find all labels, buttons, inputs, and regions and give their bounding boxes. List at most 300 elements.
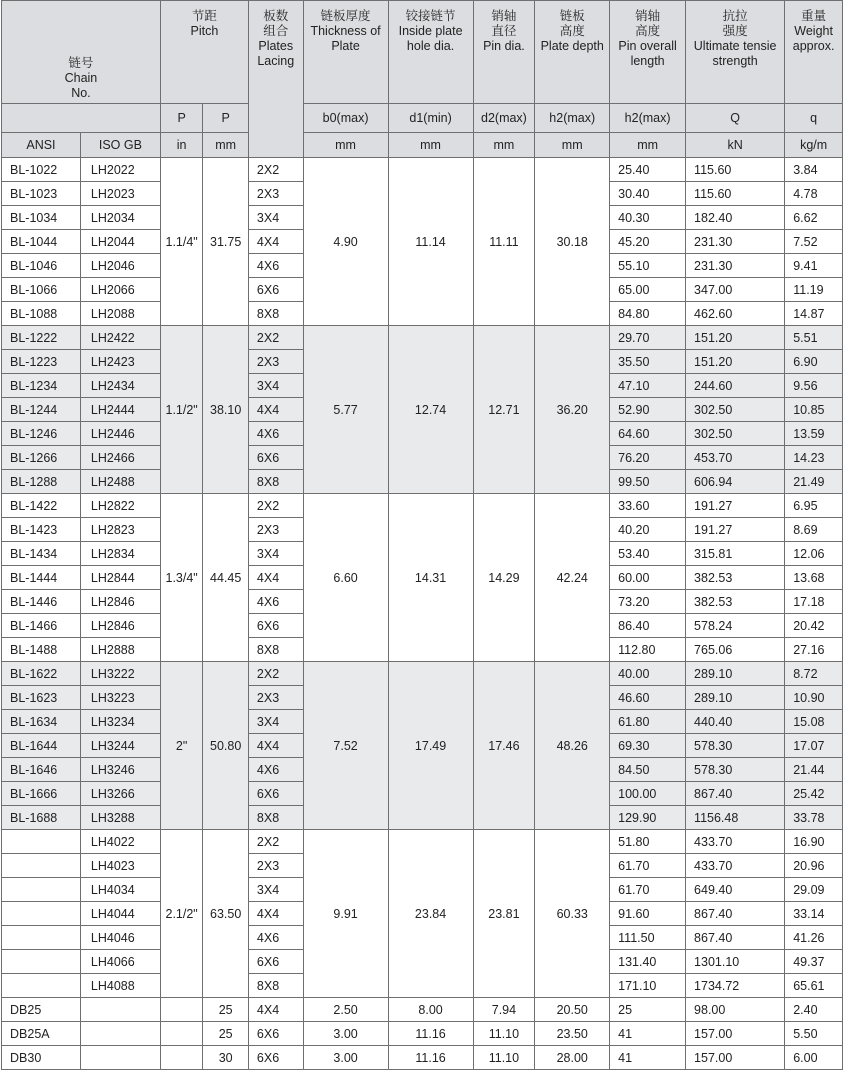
- lacing-cell: 4X4: [248, 998, 303, 1022]
- weight-cell: 6.62: [785, 206, 843, 230]
- ansi-cell: DB25A: [2, 1022, 81, 1046]
- lacing-cell: 6X6: [248, 950, 303, 974]
- inside-hole-cell: 11.16: [388, 1022, 473, 1046]
- lacing-cell: 4X4: [248, 902, 303, 926]
- tensile-cell: 191.27: [686, 518, 785, 542]
- weight-cell: 14.87: [785, 302, 843, 326]
- iso-gb-cell: LH2044: [80, 230, 160, 254]
- tensile-cell: 578.30: [686, 758, 785, 782]
- iso-gb-cell: LH2846: [80, 614, 160, 638]
- tensile-cell: 157.00: [686, 1046, 785, 1070]
- pin-length-cell: 84.80: [610, 302, 686, 326]
- weight-cell: 17.18: [785, 590, 843, 614]
- table-body: [2, 158, 843, 1070]
- weight-cell: 20.42: [785, 614, 843, 638]
- header-plate-depth: 链板 高度 Plate depth: [535, 1, 610, 104]
- lacing-cell: 6X6: [248, 1046, 303, 1070]
- weight-cell: 7.52: [785, 230, 843, 254]
- weight-cell: 3.84: [785, 158, 843, 182]
- header-unit: mm: [388, 133, 473, 158]
- pitch-mm-cell: 25: [203, 998, 249, 1022]
- tensile-cell: 433.70: [686, 854, 785, 878]
- lacing-cell: 3X4: [248, 878, 303, 902]
- ansi-cell: BL-1434: [2, 542, 81, 566]
- ansi-cell: BL-1446: [2, 590, 81, 614]
- tensile-cell: 289.10: [686, 686, 785, 710]
- ansi-cell: [2, 950, 81, 974]
- iso-gb-cell: LH2423: [80, 350, 160, 374]
- weight-cell: 16.90: [785, 830, 843, 854]
- weight-cell: 21.49: [785, 470, 843, 494]
- pitch-in-cell: 1.1/4": [160, 158, 203, 326]
- iso-gb-cell: LH2844: [80, 566, 160, 590]
- weight-cell: 10.90: [785, 686, 843, 710]
- weight-cell: 11.19: [785, 278, 843, 302]
- pin-length-cell: 51.80: [610, 830, 686, 854]
- lacing-cell: 6X6: [248, 614, 303, 638]
- tensile-cell: 606.94: [686, 470, 785, 494]
- lacing-cell: 8X8: [248, 974, 303, 998]
- ansi-cell: BL-1666: [2, 782, 81, 806]
- weight-cell: 13.68: [785, 566, 843, 590]
- tensile-cell: 231.30: [686, 254, 785, 278]
- thickness-cell: 3.00: [303, 1022, 388, 1046]
- pin-length-cell: 61.80: [610, 710, 686, 734]
- iso-gb-cell: LH2066: [80, 278, 160, 302]
- inside-hole-cell: 12.74: [388, 326, 473, 494]
- lacing-cell: 3X4: [248, 374, 303, 398]
- header-unit: mm: [473, 133, 535, 158]
- ansi-cell: [2, 974, 81, 998]
- pin-length-cell: 111.50: [610, 926, 686, 950]
- iso-gb-cell: LH2046: [80, 254, 160, 278]
- weight-cell: 33.78: [785, 806, 843, 830]
- thickness-cell: 3.00: [303, 1046, 388, 1070]
- iso-gb-cell: LH3222: [80, 662, 160, 686]
- pitch-in-cell: 1.1/2": [160, 326, 203, 494]
- iso-gb-cell: [80, 1022, 160, 1046]
- thickness-cell: 9.91: [303, 830, 388, 998]
- lacing-cell: 4X6: [248, 590, 303, 614]
- iso-gb-cell: LH2434: [80, 374, 160, 398]
- lacing-cell: 4X4: [248, 230, 303, 254]
- iso-gb-cell: LH4044: [80, 902, 160, 926]
- inside-hole-cell: 11.14: [388, 158, 473, 326]
- lacing-cell: 4X4: [248, 566, 303, 590]
- weight-cell: 25.42: [785, 782, 843, 806]
- weight-cell: 5.51: [785, 326, 843, 350]
- weight-cell: 12.06: [785, 542, 843, 566]
- lacing-cell: 8X8: [248, 638, 303, 662]
- pin-length-cell: 60.00: [610, 566, 686, 590]
- ansi-cell: DB30: [2, 1046, 81, 1070]
- plate-depth-cell: 23.50: [535, 1022, 610, 1046]
- ansi-cell: DB25: [2, 998, 81, 1022]
- tensile-cell: 453.70: [686, 446, 785, 470]
- pin-dia-cell: 11.10: [473, 1046, 535, 1070]
- tensile-cell: 302.50: [686, 398, 785, 422]
- plate-depth-cell: 60.33: [535, 830, 610, 998]
- iso-gb-cell: LH2088: [80, 302, 160, 326]
- iso-gb-cell: LH2022: [80, 158, 160, 182]
- header-unit: kg/m: [785, 133, 843, 158]
- ansi-cell: BL-1646: [2, 758, 81, 782]
- pin-length-cell: 41: [610, 1022, 686, 1046]
- ansi-cell: BL-1623: [2, 686, 81, 710]
- ansi-cell: BL-1088: [2, 302, 81, 326]
- pin-length-cell: 33.60: [610, 494, 686, 518]
- header-symbol: P: [160, 104, 203, 133]
- ansi-cell: BL-1223: [2, 350, 81, 374]
- pin-length-cell: 91.60: [610, 902, 686, 926]
- ansi-cell: BL-1046: [2, 254, 81, 278]
- tensile-cell: 440.40: [686, 710, 785, 734]
- weight-cell: 9.56: [785, 374, 843, 398]
- pin-length-cell: 40.20: [610, 518, 686, 542]
- lacing-cell: 2X2: [248, 662, 303, 686]
- pin-length-cell: 29.70: [610, 326, 686, 350]
- weight-cell: 65.61: [785, 974, 843, 998]
- plate-depth-cell: 42.24: [535, 494, 610, 662]
- lacing-cell: 2X2: [248, 830, 303, 854]
- ansi-cell: BL-1246: [2, 422, 81, 446]
- iso-gb-cell: LH4046: [80, 926, 160, 950]
- lacing-cell: 2X2: [248, 494, 303, 518]
- lacing-cell: 4X4: [248, 398, 303, 422]
- iso-gb-cell: [80, 1046, 160, 1070]
- header-pin-length: 销轴 高度 Pin overall length: [610, 1, 686, 104]
- pin-dia-cell: 12.71: [473, 326, 535, 494]
- iso-gb-cell: LH3244: [80, 734, 160, 758]
- ansi-cell: BL-1488: [2, 638, 81, 662]
- iso-gb-cell: LH4034: [80, 878, 160, 902]
- ansi-cell: BL-1023: [2, 182, 81, 206]
- header-symbol: P: [203, 104, 249, 133]
- header-symbol: h2(max): [535, 104, 610, 133]
- tensile-cell: 244.60: [686, 374, 785, 398]
- spec-table: [1, 0, 843, 1070]
- ansi-cell: [2, 878, 81, 902]
- header-symbol: q: [785, 104, 843, 133]
- table-row: [2, 326, 843, 350]
- lacing-cell: 2X3: [248, 182, 303, 206]
- table-row: [2, 998, 843, 1022]
- thickness-cell: 7.52: [303, 662, 388, 830]
- table-row: [2, 1022, 843, 1046]
- weight-cell: 6.00: [785, 1046, 843, 1070]
- pin-length-cell: 61.70: [610, 878, 686, 902]
- tensile-cell: 115.60: [686, 158, 785, 182]
- tensile-cell: 151.20: [686, 350, 785, 374]
- header-symbol: h2(max): [610, 104, 686, 133]
- pin-length-cell: 64.60: [610, 422, 686, 446]
- tensile-cell: 578.24: [686, 614, 785, 638]
- table-row: [2, 662, 843, 686]
- header-unit: mm: [535, 133, 610, 158]
- iso-gb-cell: LH2034: [80, 206, 160, 230]
- header-unit: mm: [203, 133, 249, 158]
- pin-length-cell: 55.10: [610, 254, 686, 278]
- pin-dia-cell: 23.81: [473, 830, 535, 998]
- iso-gb-cell: LH2846: [80, 590, 160, 614]
- tensile-cell: 649.40: [686, 878, 785, 902]
- table-header: [2, 1, 843, 158]
- weight-cell: 15.08: [785, 710, 843, 734]
- pin-length-cell: 40.30: [610, 206, 686, 230]
- pin-length-cell: 46.60: [610, 686, 686, 710]
- weight-cell: 8.69: [785, 518, 843, 542]
- ansi-cell: BL-1288: [2, 470, 81, 494]
- weight-cell: 6.95: [785, 494, 843, 518]
- lacing-cell: 2X3: [248, 854, 303, 878]
- weight-cell: 29.09: [785, 878, 843, 902]
- iso-gb-cell: LH2446: [80, 422, 160, 446]
- pin-length-cell: 45.20: [610, 230, 686, 254]
- pitch-in-cell: 2.1/2": [160, 830, 203, 998]
- inside-hole-cell: 17.49: [388, 662, 473, 830]
- pin-length-cell: 76.20: [610, 446, 686, 470]
- ansi-cell: BL-1022: [2, 158, 81, 182]
- tensile-cell: 231.30: [686, 230, 785, 254]
- ansi-cell: BL-1222: [2, 326, 81, 350]
- pin-length-cell: 47.10: [610, 374, 686, 398]
- header-symbol: Q: [686, 104, 785, 133]
- header-chain-no: 链号 Chain No.: [2, 1, 161, 104]
- iso-gb-cell: LH4022: [80, 830, 160, 854]
- pitch-mm-cell: 30: [203, 1046, 249, 1070]
- pin-dia-cell: 11.10: [473, 1022, 535, 1046]
- pitch-in-cell: [160, 998, 203, 1022]
- lacing-cell: 2X2: [248, 326, 303, 350]
- lacing-cell: 8X8: [248, 470, 303, 494]
- ansi-cell: [2, 854, 81, 878]
- tensile-cell: 302.50: [686, 422, 785, 446]
- iso-gb-cell: [80, 998, 160, 1022]
- lacing-cell: 2X3: [248, 350, 303, 374]
- ansi-cell: BL-1034: [2, 206, 81, 230]
- pitch-mm-cell: 25: [203, 1022, 249, 1046]
- tensile-cell: 182.40: [686, 206, 785, 230]
- pitch-in-cell: 1.3/4": [160, 494, 203, 662]
- lacing-cell: 4X6: [248, 254, 303, 278]
- lacing-cell: 2X3: [248, 686, 303, 710]
- ansi-cell: BL-1066: [2, 278, 81, 302]
- pin-length-cell: 61.70: [610, 854, 686, 878]
- iso-gb-cell: LH3223: [80, 686, 160, 710]
- thickness-cell: 4.90: [303, 158, 388, 326]
- tensile-cell: 867.40: [686, 902, 785, 926]
- iso-gb-cell: LH2466: [80, 446, 160, 470]
- table-row: [2, 158, 843, 182]
- header-inside-hole: 铰接链节 Inside plate hole dia.: [388, 1, 473, 104]
- tensile-cell: 157.00: [686, 1022, 785, 1046]
- tensile-cell: 1156.48: [686, 806, 785, 830]
- pin-dia-cell: 14.29: [473, 494, 535, 662]
- pitch-mm-cell: 50.80: [203, 662, 249, 830]
- pin-length-cell: 131.40: [610, 950, 686, 974]
- pin-length-cell: 129.90: [610, 806, 686, 830]
- pitch-mm-cell: 63.50: [203, 830, 249, 998]
- weight-cell: 14.23: [785, 446, 843, 470]
- pin-length-cell: 35.50: [610, 350, 686, 374]
- lacing-cell: 4X6: [248, 422, 303, 446]
- iso-gb-cell: LH2888: [80, 638, 160, 662]
- tensile-cell: 191.27: [686, 494, 785, 518]
- table-row: [2, 830, 843, 854]
- header-unit: mm: [303, 133, 388, 158]
- ansi-cell: BL-1444: [2, 566, 81, 590]
- header-symbol-blank: [2, 104, 161, 133]
- header-unit: ISO GB: [80, 133, 160, 158]
- ansi-cell: [2, 926, 81, 950]
- iso-gb-cell: LH2444: [80, 398, 160, 422]
- ansi-cell: BL-1244: [2, 398, 81, 422]
- ansi-cell: [2, 830, 81, 854]
- iso-gb-cell: LH2834: [80, 542, 160, 566]
- thickness-cell: 5.77: [303, 326, 388, 494]
- pin-length-cell: 25.40: [610, 158, 686, 182]
- weight-cell: 49.37: [785, 950, 843, 974]
- pin-length-cell: 41: [610, 1046, 686, 1070]
- tensile-cell: 315.81: [686, 542, 785, 566]
- plate-depth-cell: 30.18: [535, 158, 610, 326]
- pin-length-cell: 30.40: [610, 182, 686, 206]
- lacing-cell: 6X6: [248, 446, 303, 470]
- tensile-cell: 462.60: [686, 302, 785, 326]
- tensile-cell: 578.30: [686, 734, 785, 758]
- pin-length-cell: 53.40: [610, 542, 686, 566]
- table-row: [2, 494, 843, 518]
- tensile-cell: 115.60: [686, 182, 785, 206]
- header-pitch: 节距 Pitch: [160, 1, 248, 104]
- header-pin-dia: 销轴 直径 Pin dia.: [473, 1, 535, 104]
- inside-hole-cell: 11.16: [388, 1046, 473, 1070]
- lacing-cell: 6X6: [248, 782, 303, 806]
- weight-cell: 5.50: [785, 1022, 843, 1046]
- iso-gb-cell: LH3246: [80, 758, 160, 782]
- weight-cell: 17.07: [785, 734, 843, 758]
- weight-cell: 21.44: [785, 758, 843, 782]
- ansi-cell: BL-1234: [2, 374, 81, 398]
- header-weight: 重量 Weight approx.: [785, 1, 843, 104]
- pin-length-cell: 65.00: [610, 278, 686, 302]
- iso-gb-cell: LH3288: [80, 806, 160, 830]
- plate-depth-cell: 28.00: [535, 1046, 610, 1070]
- ansi-cell: BL-1423: [2, 518, 81, 542]
- weight-cell: 4.78: [785, 182, 843, 206]
- tensile-cell: 151.20: [686, 326, 785, 350]
- iso-gb-cell: LH2823: [80, 518, 160, 542]
- tensile-cell: 347.00: [686, 278, 785, 302]
- lacing-cell: 2X3: [248, 518, 303, 542]
- weight-cell: 9.41: [785, 254, 843, 278]
- lacing-cell: 2X2: [248, 158, 303, 182]
- tensile-cell: 867.40: [686, 782, 785, 806]
- pitch-mm-cell: 44.45: [203, 494, 249, 662]
- header-symbol: b0(max): [303, 104, 388, 133]
- pin-length-cell: 99.50: [610, 470, 686, 494]
- ansi-cell: BL-1466: [2, 614, 81, 638]
- header-unit: in: [160, 133, 203, 158]
- iso-gb-cell: LH2023: [80, 182, 160, 206]
- weight-cell: 6.90: [785, 350, 843, 374]
- tensile-cell: 1734.72: [686, 974, 785, 998]
- pin-length-cell: 100.00: [610, 782, 686, 806]
- pin-length-cell: 69.30: [610, 734, 686, 758]
- ansi-cell: BL-1044: [2, 230, 81, 254]
- iso-gb-cell: LH2822: [80, 494, 160, 518]
- header-unit: ANSI: [2, 133, 81, 158]
- iso-gb-cell: LH3234: [80, 710, 160, 734]
- weight-cell: 10.85: [785, 398, 843, 422]
- pitch-in-cell: [160, 1022, 203, 1046]
- pin-length-cell: 112.80: [610, 638, 686, 662]
- header-lacing: 板数 组合 Plates Lacing: [248, 1, 303, 158]
- ansi-cell: BL-1266: [2, 446, 81, 470]
- inside-hole-cell: 14.31: [388, 494, 473, 662]
- lacing-cell: 8X8: [248, 806, 303, 830]
- header-tensile: 抗拉 强度 Ultimate tensie strength: [686, 1, 785, 104]
- lacing-cell: 3X4: [248, 710, 303, 734]
- plate-depth-cell: 36.20: [535, 326, 610, 494]
- pitch-in-cell: [160, 1046, 203, 1070]
- ansi-cell: [2, 902, 81, 926]
- tensile-cell: 289.10: [686, 662, 785, 686]
- ansi-cell: BL-1688: [2, 806, 81, 830]
- weight-cell: 13.59: [785, 422, 843, 446]
- lacing-cell: 3X4: [248, 206, 303, 230]
- ansi-cell: BL-1622: [2, 662, 81, 686]
- header-unit: mm: [610, 133, 686, 158]
- lacing-cell: 4X4: [248, 734, 303, 758]
- lacing-cell: 3X4: [248, 542, 303, 566]
- pitch-mm-cell: 38.10: [203, 326, 249, 494]
- pin-length-cell: 52.90: [610, 398, 686, 422]
- thickness-cell: 2.50: [303, 998, 388, 1022]
- header-symbol: d2(max): [473, 104, 535, 133]
- tensile-cell: 382.53: [686, 590, 785, 614]
- weight-cell: 20.96: [785, 854, 843, 878]
- pin-length-cell: 86.40: [610, 614, 686, 638]
- lacing-cell: 8X8: [248, 302, 303, 326]
- ansi-cell: BL-1422: [2, 494, 81, 518]
- iso-gb-cell: LH4088: [80, 974, 160, 998]
- lacing-cell: 4X6: [248, 758, 303, 782]
- pin-length-cell: 171.10: [610, 974, 686, 998]
- pin-length-cell: 40.00: [610, 662, 686, 686]
- weight-cell: 41.26: [785, 926, 843, 950]
- table-row: [2, 1046, 843, 1070]
- weight-cell: 33.14: [785, 902, 843, 926]
- iso-gb-cell: LH3266: [80, 782, 160, 806]
- pitch-in-cell: 2": [160, 662, 203, 830]
- pin-dia-cell: 7.94: [473, 998, 535, 1022]
- header-symbol: d1(min): [388, 104, 473, 133]
- pitch-mm-cell: 31.75: [203, 158, 249, 326]
- iso-gb-cell: LH2422: [80, 326, 160, 350]
- pin-dia-cell: 11.11: [473, 158, 535, 326]
- iso-gb-cell: LH2488: [80, 470, 160, 494]
- lacing-cell: 6X6: [248, 278, 303, 302]
- tensile-cell: 765.06: [686, 638, 785, 662]
- header-unit: kN: [686, 133, 785, 158]
- iso-gb-cell: LH4066: [80, 950, 160, 974]
- plate-depth-cell: 48.26: [535, 662, 610, 830]
- tensile-cell: 867.40: [686, 926, 785, 950]
- pin-length-cell: 84.50: [610, 758, 686, 782]
- inside-hole-cell: 23.84: [388, 830, 473, 998]
- pin-dia-cell: 17.46: [473, 662, 535, 830]
